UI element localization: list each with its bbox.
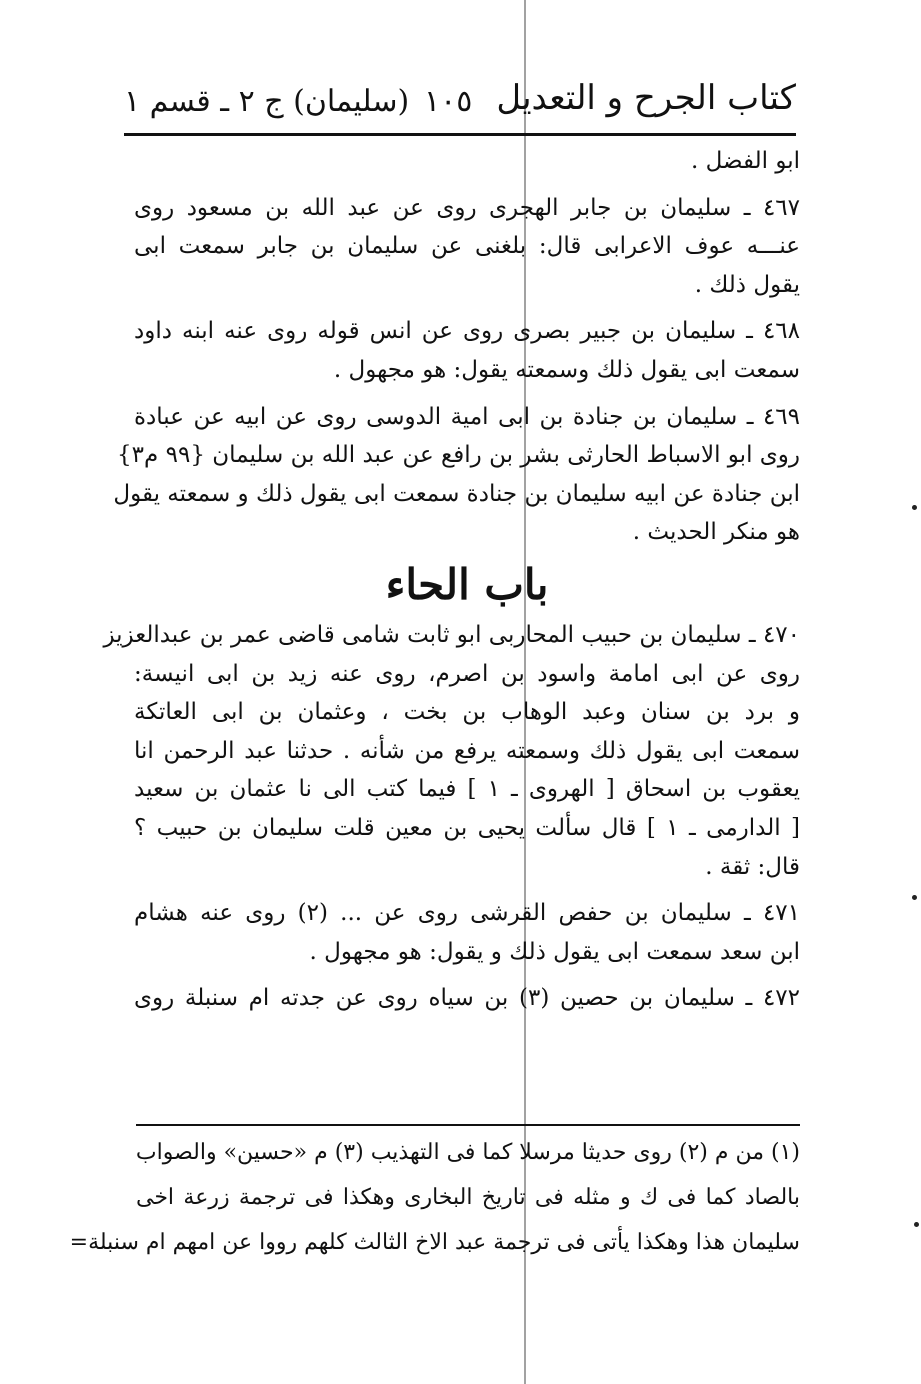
entry-467 bbox=[134, 189, 800, 305]
main-text bbox=[103, 142, 800, 1018]
entry-line: قال: ثقة . bbox=[705, 853, 800, 880]
entry-line: روى عن ابى امامة واسود بن اصرم، روى عنه زيد بن ابى انيسة: bbox=[134, 660, 800, 687]
entry-line: ٤٦٨ ـ سليمان بن جبير بصرى روى عن انس قوله روى عنه ابنه داود bbox=[134, 318, 800, 345]
entry-line: ٤٦٧ ـ سليمان بن جابر الهجرى روى عن عبد الله بن مسعود روى bbox=[134, 194, 800, 221]
footnote-line: (١) من م (٢) روى حديثا مرسلا كما فى التهذيب (٣) م «حسين» والصواب bbox=[135, 1140, 800, 1165]
header-rule bbox=[124, 133, 796, 136]
book-title: كتاب الجرح و التعديل bbox=[496, 78, 796, 118]
scan-speck bbox=[914, 1222, 919, 1227]
footnote-line: سليمان هذا وهكذا يأتى فى ترجمة عبد الاخ الثالث كلهم رووا عن امهم ام سنبلة= bbox=[69, 1230, 800, 1255]
footnote-line: بالصاد كما فى ك و مثله فى تاريخ البخارى وهكذا فى ترجمة زرعة اخى bbox=[136, 1185, 800, 1210]
page-number: ١٠٥ bbox=[424, 84, 473, 119]
entry-471 bbox=[134, 894, 800, 971]
entry-469 bbox=[113, 398, 800, 552]
section-reference: (سليمان) ج ٢ ـ قسم ١ bbox=[124, 84, 410, 119]
entry-line: ٤٧٢ ـ سليمان بن حصين (٣) بن سياه روى عن جدته ام سنبلة روى bbox=[134, 985, 800, 1012]
entry-line: روى ابو الاسباط الحارثى بشر بن رافع عن عبد الله بن سليمان {٩٩ م٣} bbox=[117, 442, 800, 469]
entry-line: يقول ذلك . bbox=[694, 271, 800, 298]
continuation-line: ابو الفضل . bbox=[690, 148, 800, 174]
entry-472 bbox=[134, 979, 800, 1018]
section-heading: باب الحاء bbox=[385, 559, 549, 609]
entry-line: ٤٦٩ ـ سليمان بن جنادة بن ابى امية الدوسى روى عن ابيه عن عبادة bbox=[134, 403, 800, 430]
footnotes bbox=[69, 1130, 800, 1265]
entry-line: [ الدارمى ـ ١ ] قال سألت يحيى بن معين قلت سليمان بن حبيب ؟ bbox=[134, 814, 800, 841]
entry-line: يعقوب بن اسحاق [ الهروى ـ ١ ] فيما كتب الى نا عثمان بن سعيد bbox=[134, 776, 800, 803]
scan-speck bbox=[912, 505, 917, 510]
entry-line: ٤٧١ ـ سليمان بن حفص القرشى روى عن ... (٢) روى عنه هشام bbox=[134, 900, 800, 927]
entry-470 bbox=[103, 616, 800, 886]
footnote-rule bbox=[136, 1124, 800, 1126]
entry-line: و برد بن سنان وعبد الوهاب بن بخت ، وعثمان بن ابى العاتكة bbox=[134, 699, 800, 726]
entry-468 bbox=[134, 312, 800, 389]
entry-line: هو منكر الحديث . bbox=[632, 519, 800, 546]
running-header bbox=[124, 78, 796, 130]
entry-line: سمعت ابى يقول ذلك وسمعته يقول: هو مجهول . bbox=[333, 356, 800, 383]
entry-line: ٤٧٠ ـ سليمان بن حبيب المحاربى ابو ثابت شامى قاضى عمر بن عبدالعزيز bbox=[103, 621, 800, 648]
entry-line: ابن سعد سمعت ابى يقول ذلك و يقول: هو مجهول . bbox=[309, 938, 800, 965]
scan-speck bbox=[912, 895, 917, 900]
entry-line: سمعت ابى يقول ذلك وسمعته يرفع من شأنه . حدثنا عبد الرحمن انا bbox=[134, 737, 800, 764]
entry-line: ابن جنادة عن ابيه سليمان بن جنادة سمعت ابى يقول ذلك و سمعته يقول bbox=[113, 480, 800, 507]
entry-line: عنـــه عوف الاعرابى قال: بلغنى عن سليمان بن جابر سمعت ابى bbox=[134, 233, 800, 260]
